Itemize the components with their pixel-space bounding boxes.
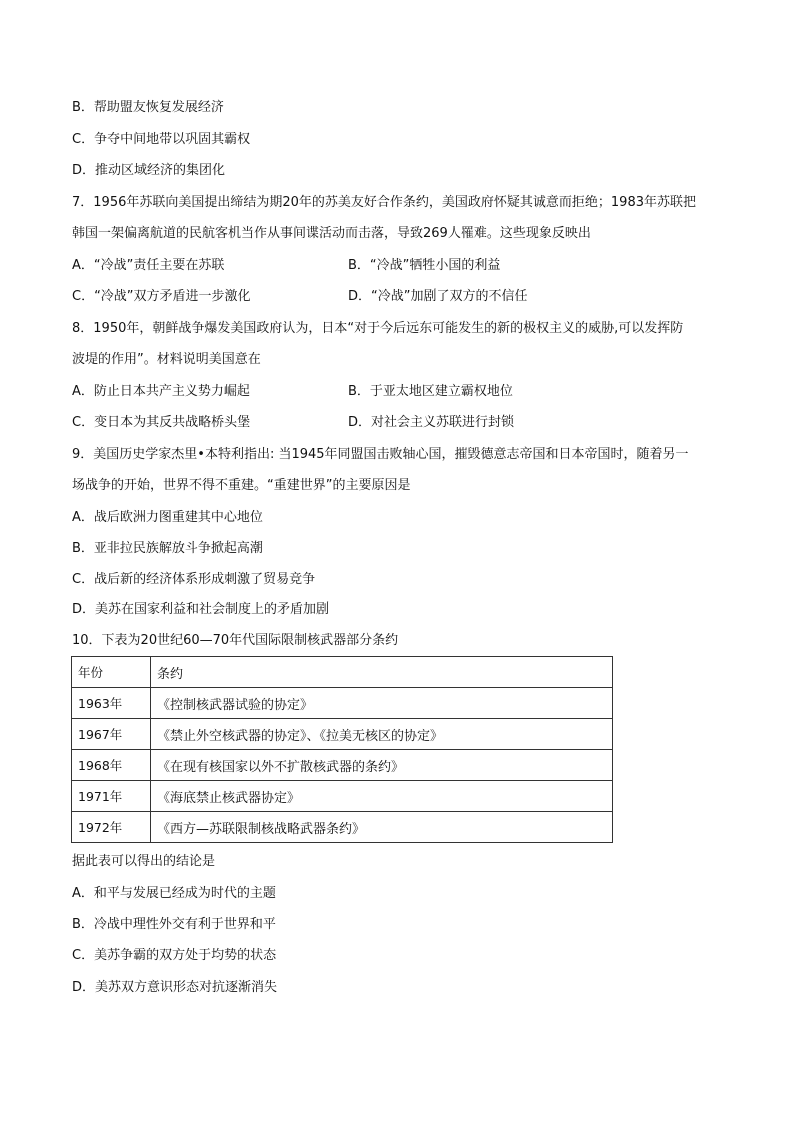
table-header-treaty: 条约 (151, 657, 613, 688)
q8-option-c: C．变日本为其反共战略桥头堡 (72, 415, 251, 430)
table-cell-treaty: 《禁止外空核武器的协定》、《拉美无核区的协定》 (151, 719, 613, 750)
q9-option-a: A．战后欧洲力图重建其中心地位 (72, 510, 263, 525)
q7-stem-line2: 韩国一架偏离航道的民航客机当作从事间谍活动而击落，导致269人罹难。这些现象反映出 (72, 226, 591, 241)
q8-stem-line2: 波堤的作用”。材料说明美国意在 (72, 352, 261, 367)
q8-stem-line1: 8．1950年，朝鲜战争爆发美国政府认为，日本“对于今后远东可能发生的新的极权主义的威胁,可以发挥防 (72, 321, 684, 336)
q10-option-b: B．冷战中理性外交有利于世界和平 (72, 917, 276, 932)
q6-option-d: D．推动区域经济的集团化 (72, 163, 226, 178)
table-cell-year: 1963年 (72, 688, 151, 719)
q9-option-c: C．战后新的经济体系形成刺激了贸易竞争 (72, 572, 316, 587)
q9-stem-line1: 9．美国历史学家杰里•本特利指出: 当1945年同盟国击败轴心国，摧毁德意志帝国和日本帝国时，随着另一 (72, 447, 689, 462)
q8-option-d: D．对社会主义苏联进行封锁 (348, 415, 515, 430)
table-header-row (72, 657, 613, 688)
q10-option-c: C．美苏争霸的双方处于均势的状态 (72, 948, 277, 963)
q8-option-a: A．防止日本共产主义势力崛起 (72, 384, 250, 399)
table-row (72, 812, 613, 843)
q8-option-b: B．于亚太地区建立霸权地位 (348, 384, 513, 399)
q6-option-b: B．帮助盟友恢复发展经济 (72, 100, 224, 115)
q9-stem-line2: 场战争的开始，世界不得不重建。“重建世界”的主要原因是 (72, 478, 411, 493)
q7-option-a: A．“冷战”责任主要在苏联 (72, 258, 225, 273)
q10-after-table: 据此表可以得出的结论是 (72, 854, 216, 869)
treaty-table (71, 656, 613, 843)
table-row (72, 781, 613, 812)
q7-option-b: B．“冷战”牺牲小国的利益 (348, 258, 501, 273)
table-cell-year: 1972年 (72, 812, 151, 843)
table-header-year: 年份 (72, 657, 151, 688)
q9-option-b: B．亚非拉民族解放斗争掀起高潮 (72, 541, 263, 556)
table-cell-year: 1968年 (72, 750, 151, 781)
table-row (72, 750, 613, 781)
q10-option-d: D．美苏双方意识形态对抗逐渐消失 (72, 980, 278, 995)
table-row (72, 719, 613, 750)
q7-stem-line1: 7．1956年苏联向美国提出缔结为期20年的苏美友好合作条约，美国政府怀疑其诚意而拒绝；1983年苏联把 (72, 195, 696, 210)
table-cell-year: 1971年 (72, 781, 151, 812)
table-cell-treaty: 《海底禁止核武器协定》 (151, 781, 613, 812)
table-cell-treaty: 《在现有核国家以外不扩散核武器的条约》 (151, 750, 613, 781)
table-cell-year: 1967年 (72, 719, 151, 750)
q7-option-c: C．“冷战”双方矛盾进一步激化 (72, 289, 251, 304)
q7-option-d: D．“冷战”加剧了双方的不信任 (348, 289, 528, 304)
table-row (72, 688, 613, 719)
q10-option-a: A．和平与发展已经成为时代的主题 (72, 886, 276, 901)
q10-stem: 10．下表为20世纪60—70年代国际限制核武器部分条约 (72, 633, 399, 648)
table-cell-treaty: 《西方—苏联限制核战略武器条约》 (151, 812, 613, 843)
q9-option-d: D．美苏在国家利益和社会制度上的矛盾加剧 (72, 602, 330, 617)
table-cell-treaty: 《控制核武器试验的协定》 (151, 688, 613, 719)
q6-option-c: C．争夺中间地带以巩固其霸权 (72, 132, 251, 147)
